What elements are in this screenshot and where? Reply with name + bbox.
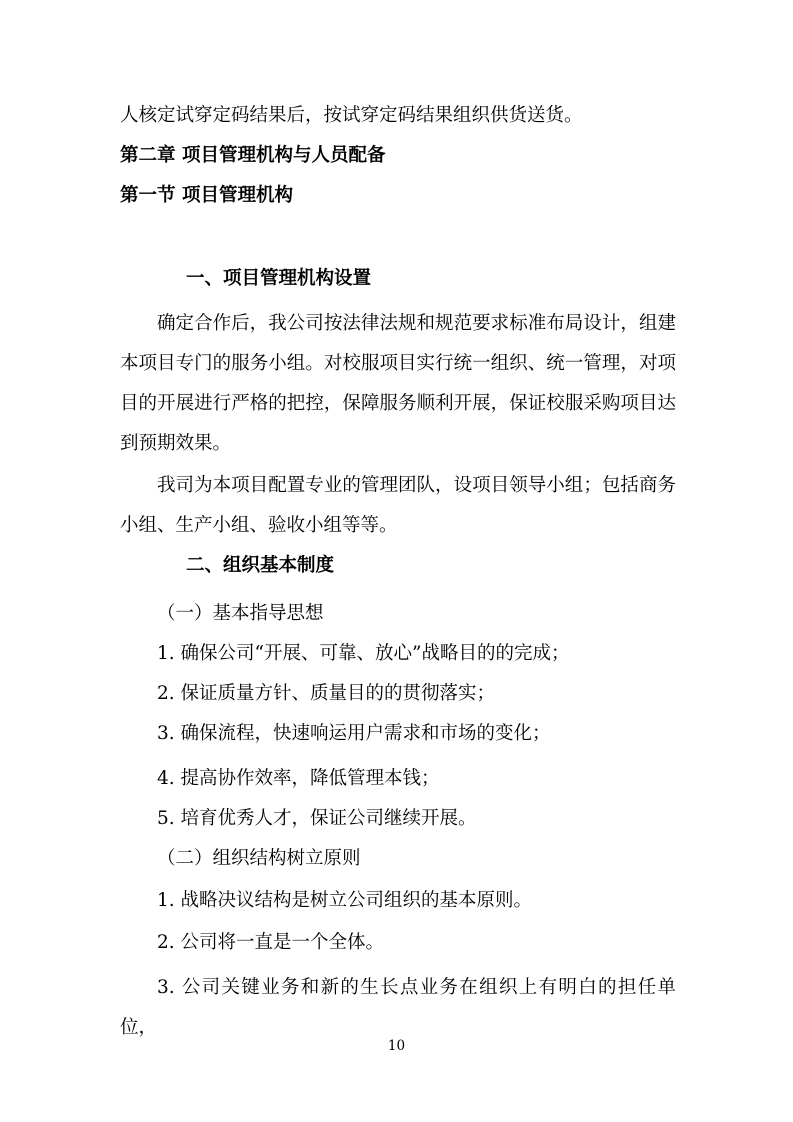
chapter-heading: 第二章 项目管理机构与人员配备: [120, 145, 386, 166]
guiding-list-item-4: 4. 提高协作效率，降低管理本钱；: [157, 768, 440, 789]
subheading-structure-principles: （二）组织结构树立原则: [157, 848, 361, 869]
heading-basic-system: 二、组织基本制度: [186, 555, 335, 576]
guiding-list-item-5: 5. 培育优秀人才，保证公司继续开展。: [157, 808, 477, 829]
guiding-list-item-2: 2. 保证质量方针、质量目的的贯彻落实；: [157, 683, 496, 704]
guiding-list-item-3: 3. 确保流程，快速响运用户需求和市场的变化；: [157, 723, 551, 744]
document-body: [120, 0, 676, 1048]
paragraph-org-setup: 确定合作后，我公司按法律法规和规范要求标准布局设计，组建本项目专门的服务小组。对校服项目实行统一组织、统一管理，对项目的开展进行严格的把控，保障服务顺利开展，保证校服采购项目达到预期效果。: [120, 313, 676, 454]
principle-list-item-2: 2. 公司将一直是一个全体。: [157, 932, 385, 953]
guiding-list-item-1: 1. 确保公司“开展、可靠、放心”战略目的的完成；: [157, 643, 570, 664]
page-number: 10: [387, 1038, 406, 1054]
principle-list-item-1: 1. 战略决议结构是树立公司组织的基本原则。: [157, 890, 533, 911]
intro-paragraph: 人核定试穿定码结果后，按试穿定码结果组织供货送货。: [120, 105, 583, 126]
section-heading: 第一节 项目管理机构: [120, 185, 293, 206]
subheading-guiding-thought: （一）基本指导思想: [157, 603, 324, 624]
paragraph-management-team: 我司为本项目配置专业的管理团队，设项目领导小组；包括商务小组、生产小组、验收小组等等。: [120, 475, 676, 536]
heading-org-setup: 一、项目管理机构设置: [186, 268, 372, 289]
principle-list-item-3: 3. 公司关键业务和新的生长点业务在组织上有明白的担任单位，: [120, 977, 676, 1038]
